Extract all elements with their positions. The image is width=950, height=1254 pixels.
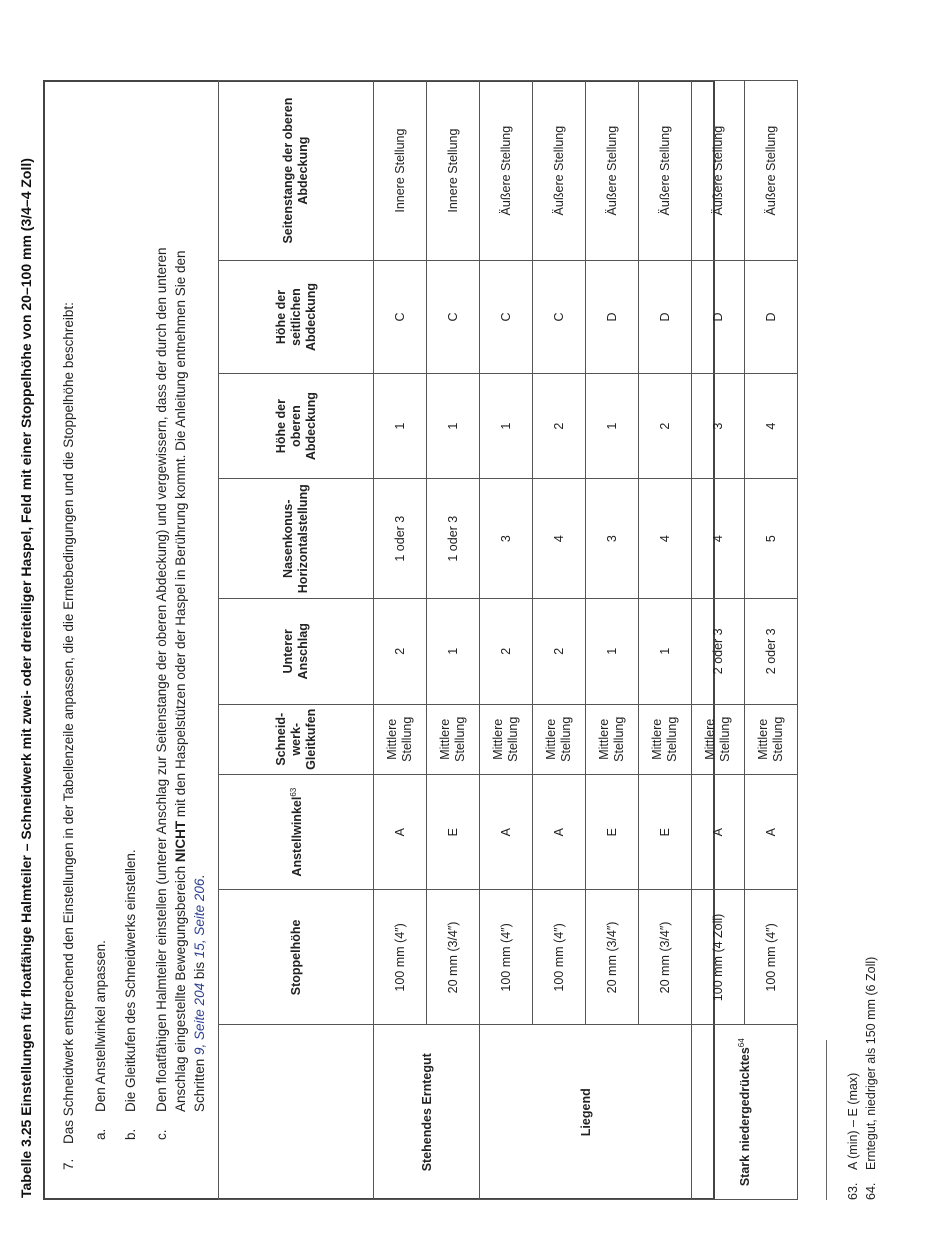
table-cell: 1 — [374, 373, 427, 479]
table-row — [374, 81, 427, 1200]
table-cell: A — [692, 774, 745, 889]
row-group-label-text: Liegend — [578, 1088, 593, 1137]
table-cell: D — [586, 261, 639, 374]
item-b-label: b. — [123, 1128, 138, 1140]
table-cell: A — [374, 774, 427, 889]
table-cell: 1 — [427, 599, 480, 705]
table-cell: Mittlere Stellung — [586, 704, 639, 774]
table-cell: 2 — [374, 599, 427, 705]
link-step-15[interactable]: 15, Seite 206 — [192, 878, 207, 959]
table-cell: Mittlere Stellung — [427, 704, 480, 774]
table-cell: D — [692, 261, 745, 374]
table-cell: Innere Stellung — [374, 81, 427, 261]
table-cell: C — [480, 261, 533, 374]
item-c-line3-end: . — [192, 874, 207, 879]
header-stubble-height: Stoppelhöhe — [219, 890, 374, 1025]
table-cell: Äußere Stellung — [586, 81, 639, 261]
footnote-64 — [864, 957, 878, 1200]
table-cell: 2 — [480, 599, 533, 705]
footnote-ref-64: 64 — [736, 1038, 746, 1048]
footnote-63-text: A (min) – E (max) — [846, 1072, 860, 1170]
table-cell: Äußere Stellung — [533, 81, 586, 261]
table-cell: D — [639, 261, 692, 374]
table-cell: 3 — [586, 479, 639, 599]
table-cell: E — [586, 774, 639, 889]
header-lower-stop: Unterer Anschlag — [219, 599, 374, 705]
table-cell: 2 oder 3 — [692, 599, 745, 705]
table-cell: Mittlere Stellung — [480, 704, 533, 774]
header-nose-cone: Nasenkonus-Horizontalstellung — [219, 479, 374, 599]
table-cell: 1 — [586, 373, 639, 479]
table-cell: E — [427, 774, 480, 889]
header-tilt-angle-text: Anstellwinkel — [290, 796, 305, 877]
item-c-line2 — [171, 250, 190, 1112]
table-cell: Äußere Stellung — [692, 81, 745, 261]
table-header-row — [219, 81, 374, 1200]
table-cell: 2 — [639, 373, 692, 479]
item-c-line3-mid: bis — [192, 958, 207, 983]
row-group-label — [374, 1025, 480, 1200]
item-c-bold-not: NICHT — [173, 820, 188, 863]
table-cell: D — [745, 261, 798, 374]
row-group-label — [480, 1025, 692, 1200]
item-a-text: Den Anstellwinkel anpassen. — [93, 940, 108, 1112]
table-cell: Mittlere Stellung — [374, 704, 427, 774]
table-cell: 4 — [639, 479, 692, 599]
item-c-label: c. — [154, 1129, 169, 1140]
item-c-line2-text: Anschlag eingestellte Bewegungsbereich — [173, 862, 188, 1112]
table-cell: 2 oder 3 — [745, 599, 798, 705]
table-cell: 1 — [480, 373, 533, 479]
header-upper-cover-height: Höhe der oberen Abdeckung — [219, 373, 374, 479]
table-cell: C — [533, 261, 586, 374]
item-c-line1: Den floatfähigen Halmteiler einstellen (unterer Anschlag zur Seitenstange der oberen Abdeckung) und vergewissern, dass der durch den unteren — [154, 247, 169, 1112]
table-cell: 4 — [533, 479, 586, 599]
table-cell: 100 mm (4″) — [533, 890, 586, 1025]
table-cell: 100 mm (4″) — [745, 890, 798, 1025]
table-cell: Mittlere Stellung — [692, 704, 745, 774]
table-row — [692, 81, 745, 1200]
table-row — [480, 81, 533, 1200]
row-group-label — [692, 1025, 798, 1200]
item-c-line2-rest: mit den Haspelstützen oder der Haspel in Berührung kommt. Die Anleitung entnehmen Sie den — [173, 250, 188, 821]
table-cell: 5 — [745, 479, 798, 599]
footnote-64-number: 64. — [864, 1182, 878, 1200]
table-cell: 1 — [639, 599, 692, 705]
footnote-divider — [826, 1040, 827, 1200]
header-tilt-angle — [219, 774, 374, 889]
table-cell: Innere Stellung — [427, 81, 480, 261]
table-cell: 100 mm (4″) — [480, 890, 533, 1025]
table-cell: C — [374, 261, 427, 374]
footnote-63-number: 63. — [846, 1182, 860, 1200]
table-cell: 2 — [533, 373, 586, 479]
footnote-63 — [846, 1073, 860, 1200]
footnote-64-text: Erntegut, niedriger als 150 mm (6 Zoll) — [864, 956, 878, 1170]
table-cell: Äußere Stellung — [639, 81, 692, 261]
table-cell: A — [533, 774, 586, 889]
step-number: 7. — [61, 1158, 76, 1170]
table-cell: 20 mm (3/4″) — [639, 890, 692, 1025]
settings-table — [218, 80, 798, 1200]
row-group-label-text: Stark niedergedrücktes — [738, 1047, 753, 1187]
table-cell: 4 — [692, 479, 745, 599]
table-cell: 100 mm (4″) — [374, 890, 427, 1025]
table-cell: C — [427, 261, 480, 374]
table-cell: 20 mm (3/4″) — [586, 890, 639, 1025]
table-cell: 100 mm (4 Zoll) — [692, 890, 745, 1025]
table-cell: Äußere Stellung — [480, 81, 533, 261]
item-a-label: a. — [93, 1128, 108, 1140]
table-cell: Mittlere Stellung — [639, 704, 692, 774]
step-intro: Das Schneidwerk entsprechend den Einstellungen in der Tabellenzeile anpassen, die die Erntebedingungen und die Stoppelhöhe beschreibt: — [61, 302, 76, 1144]
table-cell: 3 — [692, 373, 745, 479]
table-cell: 1 oder 3 — [427, 479, 480, 599]
table-cell: E — [639, 774, 692, 889]
header-side-bar: Seitenstange der oberen Abdeckung — [219, 81, 374, 261]
table-cell: 3 — [480, 479, 533, 599]
row-group-label-text: Stehendes Erntegut — [419, 1053, 434, 1172]
table-cell: 20 mm (3/4″) — [427, 890, 480, 1025]
footnote-ref-63: 63 — [289, 787, 299, 797]
table-cell: 1 oder 3 — [374, 479, 427, 599]
header-empty — [219, 1025, 374, 1200]
item-b-text: Die Gleitkufen des Schneidwerks einstellen. — [123, 849, 138, 1112]
table-cell: A — [480, 774, 533, 889]
table-cell: 4 — [745, 373, 798, 479]
table-cell: Äußere Stellung — [745, 81, 798, 261]
table-body — [374, 81, 798, 1200]
table-cell: A — [745, 774, 798, 889]
header-side-cover-height: Höhe der seitlichen Abdeckung — [219, 261, 374, 374]
table-cell: Mittlere Stellung — [745, 704, 798, 774]
item-c-line3-text: Schritten — [192, 1054, 207, 1112]
link-step-9[interactable]: 9, Seite 204 — [192, 982, 207, 1055]
table-cell: 2 — [533, 599, 586, 705]
table-title: Tabelle 3.25 Einstellungen für floatfähige Halmteiler – Schneidwerk mit zwei- oder dreiteiliger Haspel, Feld mit einer Stoppelhöhe von 20–100 mm (3/4–4 Zoll) — [18, 158, 34, 1198]
header-skid-shoes: Schneidwerk-Gleitkufen — [219, 704, 374, 774]
table-cell: Mittlere Stellung — [533, 704, 586, 774]
table-cell: 1 — [427, 373, 480, 479]
table-cell: 1 — [586, 599, 639, 705]
item-c-line3 — [190, 875, 209, 1112]
